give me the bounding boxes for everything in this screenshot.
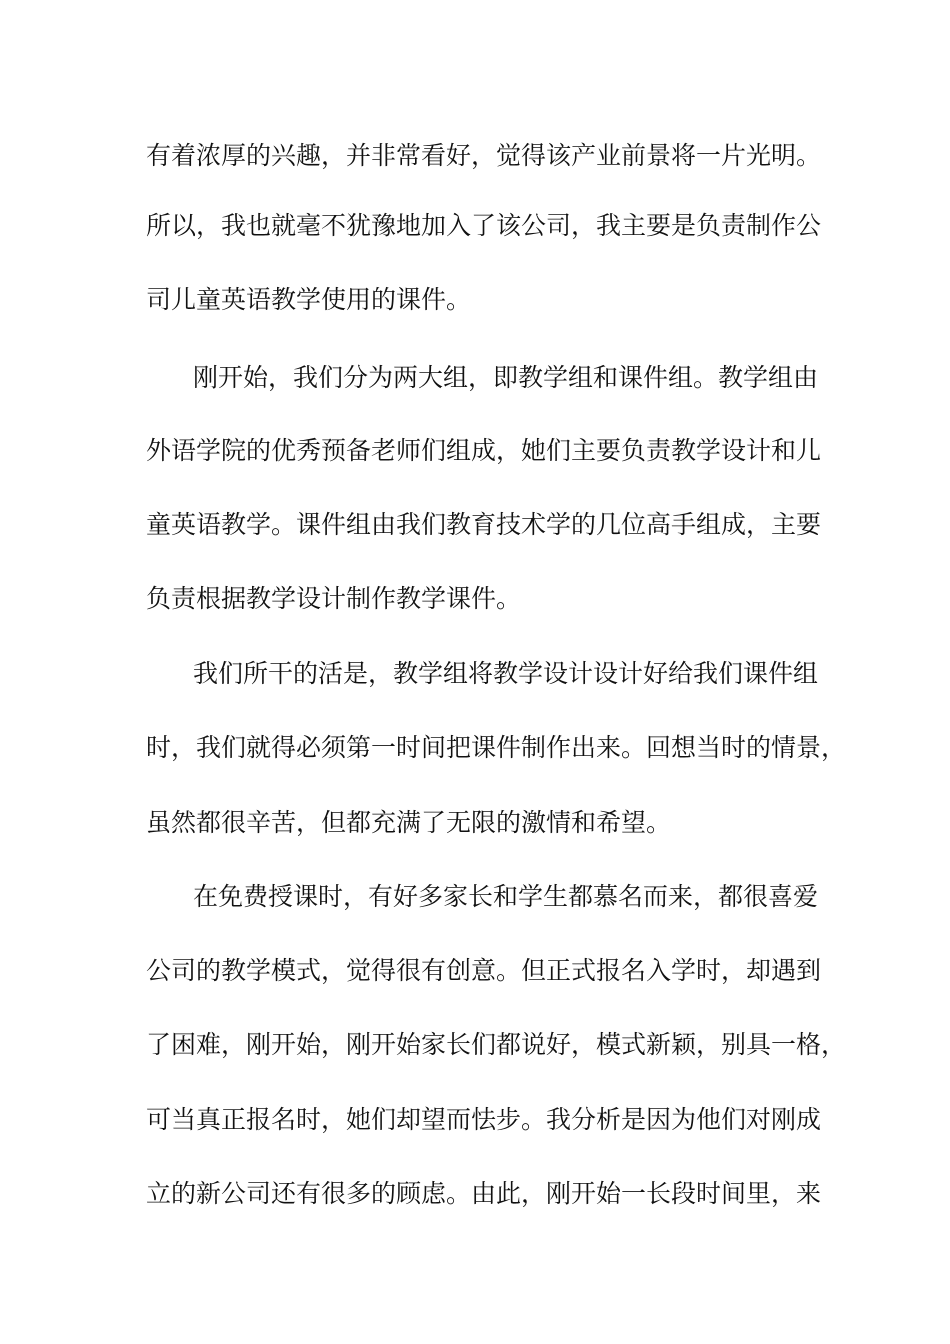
paragraph-first-line: 我们所干的活是，教学组将教学设计设计好给我们课件组 (193, 659, 819, 688)
paragraph-first-line: 在免费授课时，有好多家长和学生都慕名而来，都很喜爱 (193, 882, 819, 911)
text-line: 虽然都很辛苦，但都充满了无限的激情和希望。 (146, 808, 672, 837)
text-line: 童英语教学。课件组由我们教育技术学的几位高手组成，主要 (146, 510, 822, 539)
text-line: 可当真正报名时，她们却望而怯步。我分析是因为他们对刚成 (146, 1105, 822, 1134)
text-line: 了困难，刚开始，刚开始家长们都说好，模式新颖，别具一格， (146, 1030, 847, 1059)
text-line: 所以，我也就毫不犹豫地加入了该公司，我主要是负责制作公 (146, 211, 822, 240)
paragraph-first-line: 刚开始，我们分为两大组，即教学组和课件组。教学组由 (193, 363, 819, 392)
text-line: 立的新公司还有很多的顾虑。由此，刚开始一长段时间里，来 (146, 1179, 822, 1208)
text-line: 公司的教学模式，觉得很有创意。但正式报名入学时，却遇到 (146, 956, 822, 985)
text-line: 时，我们就得必须第一时间把课件制作出来。回想当时的情景， (146, 733, 847, 762)
text-line: 负责根据教学设计制作教学课件。 (146, 584, 522, 613)
text-line: 有着浓厚的兴趣，并非常看好，觉得该产业前景将一片光明。 (146, 141, 822, 170)
text-line: 司儿童英语教学使用的课件。 (146, 285, 472, 314)
text-line: 外语学院的优秀预备老师们组成，她们主要负责教学设计和儿 (146, 436, 822, 465)
